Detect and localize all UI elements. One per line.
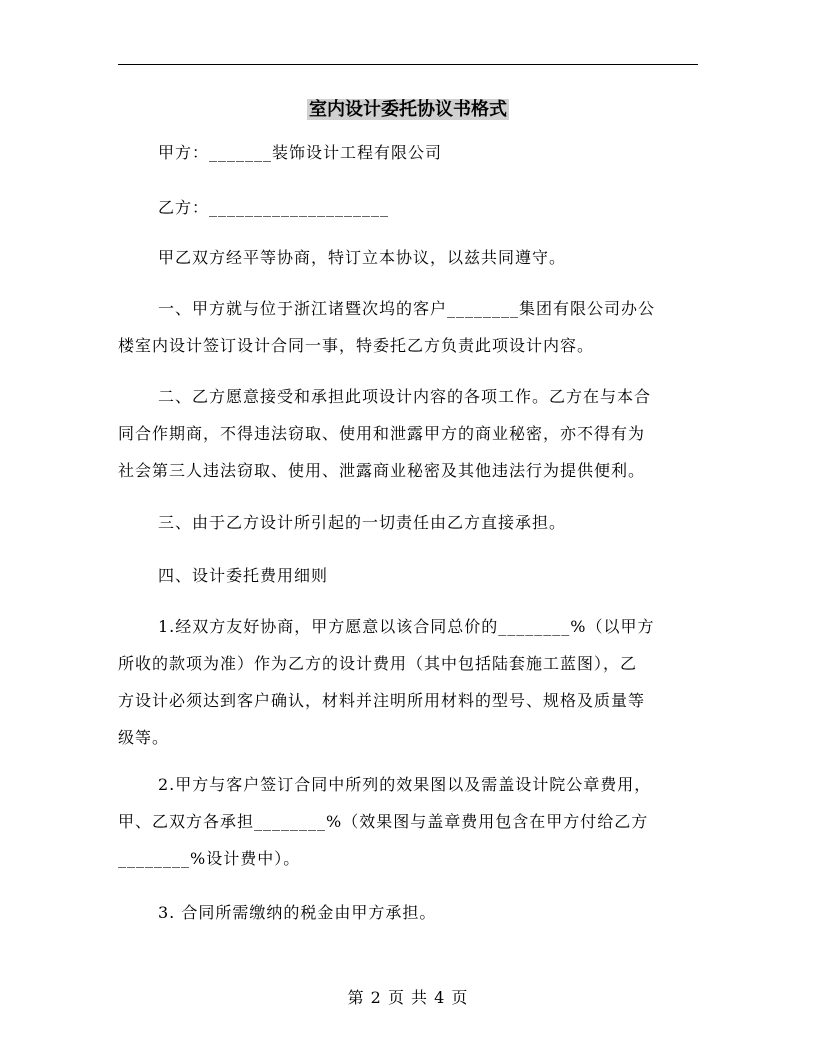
fee-item-1 <box>118 608 698 756</box>
party-b-line: 乙方：____________________ <box>158 198 390 217</box>
fee-item-2-line: 2.甲方与客户签订合同中所列的效果图以及需盖设计院公章费用， <box>158 775 652 794</box>
fee-item-2-line: ________%设计费中）。 <box>118 849 301 868</box>
clause-2-line: 二、乙方愿意接受和承担此项设计内容的各项工作。乙方在与本合 <box>158 387 652 406</box>
party-a-line: 甲方：_______装饰设计工程有限公司 <box>158 143 443 162</box>
clause-3: 三、由于乙方设计所引起的一切责任由乙方直接承担。 <box>158 513 567 532</box>
clause-1-line: 楼室内设计签订设计合同一事，特委托乙方负责此项设计内容。 <box>118 336 595 355</box>
clause-2 <box>118 378 698 489</box>
fee-item-3: 3. 合同所需缴纳的税金由甲方承担。 <box>158 903 437 922</box>
fee-item-1-line: 级等。 <box>118 728 170 747</box>
fee-item-2-line: 甲、乙双方各承担________%（效果图与盖章费用包含在甲方付给乙方 <box>118 812 649 831</box>
document-title-text: 室内设计委托协议书格式 <box>309 99 507 120</box>
intro-paragraph: 甲乙双方经平等协商，特订立本协议，以兹共同遵守。 <box>158 248 567 267</box>
page-number: 第 2 页 共 4 页 <box>347 988 469 1007</box>
fee-item-1-line: 1.经双方友好协商，甲方愿意以该合同总价的________%（以甲方 <box>158 617 655 636</box>
clause-4-heading: 四、设计委托费用细则 <box>158 566 329 585</box>
clause-2-line: 社会第三人违法窃取、使用、泄露商业秘密及其他违法行为提供便利。 <box>118 461 646 480</box>
fee-item-2 <box>118 766 698 877</box>
document-title <box>0 96 816 124</box>
clause-1-line: 一、甲方就与位于浙江诸暨次坞的客户________集团有限公司办公 <box>158 299 656 318</box>
clause-2-line: 同合作期商，不得违法窃取、使用和泄露甲方的商业秘密，亦不得有为 <box>118 424 646 443</box>
header-rule <box>118 64 698 65</box>
fee-item-1-line: 方设计必须达到客户确认，材料并注明所用材料的型号、规格及质量等 <box>118 691 646 710</box>
clause-1 <box>118 290 698 364</box>
fee-item-1-line: 所收的款项为准）作为乙方的设计费用（其中包括陆套施工蓝图），乙 <box>118 654 638 673</box>
